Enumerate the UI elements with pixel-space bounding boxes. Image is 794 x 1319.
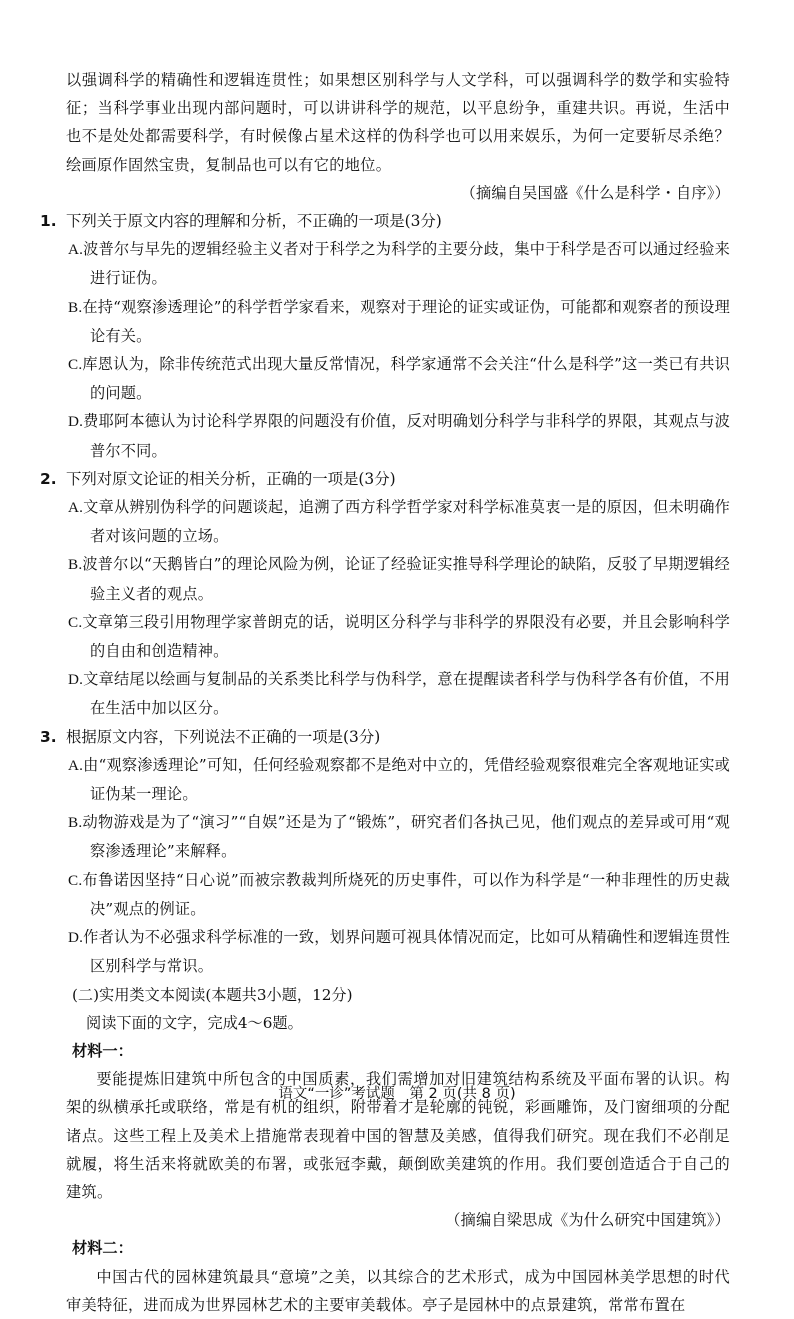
question-2	[40, 465, 730, 723]
page-content	[40, 66, 730, 1319]
material-1-text: 要能提炼旧建筑中所包含的中国质素，我们需增加对旧建筑结构系统及平面布署的认识。构架的纵横承托或联络，常是有机的组织，附带着才是轮廓的钝锐，彩画雕饰，及门窗细项的分配诸点。这些工程上及美术上措施常表现着中国的智慧及美感，值得我们研究。现在我们不必削足就履，将生活来将就欧美的布署，或张冠李戴，颠倒欧美建筑的作用。我们要创造适合于自己的建筑。	[66, 1070, 730, 1201]
option-c: C.文章第三段引用物理学家普朗克的话，说明区分科学与非科学的界限没有必要，并且会影响科学的自由和创造精神。	[68, 612, 730, 661]
material-2-label: 材料二：	[72, 1239, 133, 1258]
option-b: B.波普尔以“天鹅皆白”的理论风险为例，论证了经验证实推导科学理论的缺陷，反驳了早期逻辑经验主义者的观点。	[68, 555, 730, 603]
page-footer: 语文“一诊”考试题 第 2 页(共 8 页)	[278, 1086, 516, 1102]
question-stem: 根据原文内容，下列说法不正确的一项是(3分)	[66, 727, 381, 746]
intro-paragraph: 以强调科学的精确性和逻辑连贯性；如果想区别科学与人文学科，可以强调科学的数学和实验特征；当科学事业出现内部问题时，可以讲讲科学的规范，以平息纷争，重建共识。再说，生活中也不是处处都需要科学，有时候像占星术这样的伪科学也可以用来娱乐，为何一定要斩尽杀绝？绘画原作固然宝贵，复制品也可以有它的地位。	[66, 71, 730, 174]
section-instruction: 阅读下面的文字，完成4～6题。	[86, 1013, 303, 1032]
material-2-text: 中国古代的园林建筑最具“意境”之美，以其综合的艺术形式，成为中国园林美学思想的时代审美特征，进而成为世界园林艺术的主要审美载体。亭子是园林中的点景建筑，常常布置在	[66, 1267, 730, 1314]
question-stem: 下列对原文论证的相关分析，正确的一项是(3分)	[66, 469, 396, 488]
option-d: D.作者认为不必强求科学标准的一致，划界问题可视具体情况而定，比如可从精确性和逻辑连贯性区别科学与常识。	[68, 928, 730, 976]
question-number: 2.	[40, 469, 57, 488]
source-citation-1: （摘编自吴国盛《什么是科学・自序》）	[460, 183, 730, 202]
option-d: D.文章结尾以绘画与复制品的关系类比科学与伪科学，意在提醒读者科学与伪科学各有价值，不用在生活中加以区分。	[68, 670, 730, 718]
question-1	[40, 207, 730, 465]
option-d: D.费耶阿本德认为讨论科学界限的问题没有价值，反对明确划分科学与非科学的界限，其观点与波普尔不同。	[68, 412, 730, 460]
option-b: B.在持“观察渗透理论”的科学哲学家看来，观察对于理论的证实或证伪，可能都和观察者的预设理论有关。	[68, 297, 730, 345]
material-1-label: 材料一：	[72, 1041, 133, 1060]
question-3	[40, 723, 730, 981]
question-number: 1.	[40, 212, 57, 231]
question-stem: 下列关于原文内容的理解和分析，不正确的一项是(3分)	[66, 212, 442, 231]
option-c: C.布鲁诺因坚持“日心说”而被宗教裁判所烧死的历史事件，可以作为科学是“一种非理性的历史裁决”观点的例证。	[68, 870, 730, 918]
option-c: C.库恩认为，除非传统范式出现大量反常情况，科学家通常不会关注“什么是科学”这一类已有共识的问题。	[68, 355, 730, 403]
question-number: 3.	[40, 727, 57, 746]
option-a: A.波普尔与早先的逻辑经验主义者对于科学之为科学的主要分歧，集中于科学是否可以通过经验来进行证伪。	[68, 240, 730, 288]
option-a: A.文章从辨别伪科学的问题谈起，追溯了西方科学哲学家对科学标准莫衷一是的原因，但未明确作者对该问题的立场。	[68, 498, 730, 546]
option-b: B.动物游戏是为了“演习”“自娱”还是为了“锻炼”，研究者们各执己见，他们观点的差异或可用“观察渗透理论”来解释。	[68, 813, 730, 861]
option-a: A.由“观察渗透理论”可知，任何经验观察都不是绝对中立的，凭借经验观察很难完全客观地证实或证伪某一理论。	[68, 755, 730, 804]
section-title: (二)实用类文本阅读(本题共3小题，12分)	[72, 985, 353, 1004]
source-citation-2: （摘编自梁思成《为什么研究中国建筑》）	[445, 1211, 730, 1230]
